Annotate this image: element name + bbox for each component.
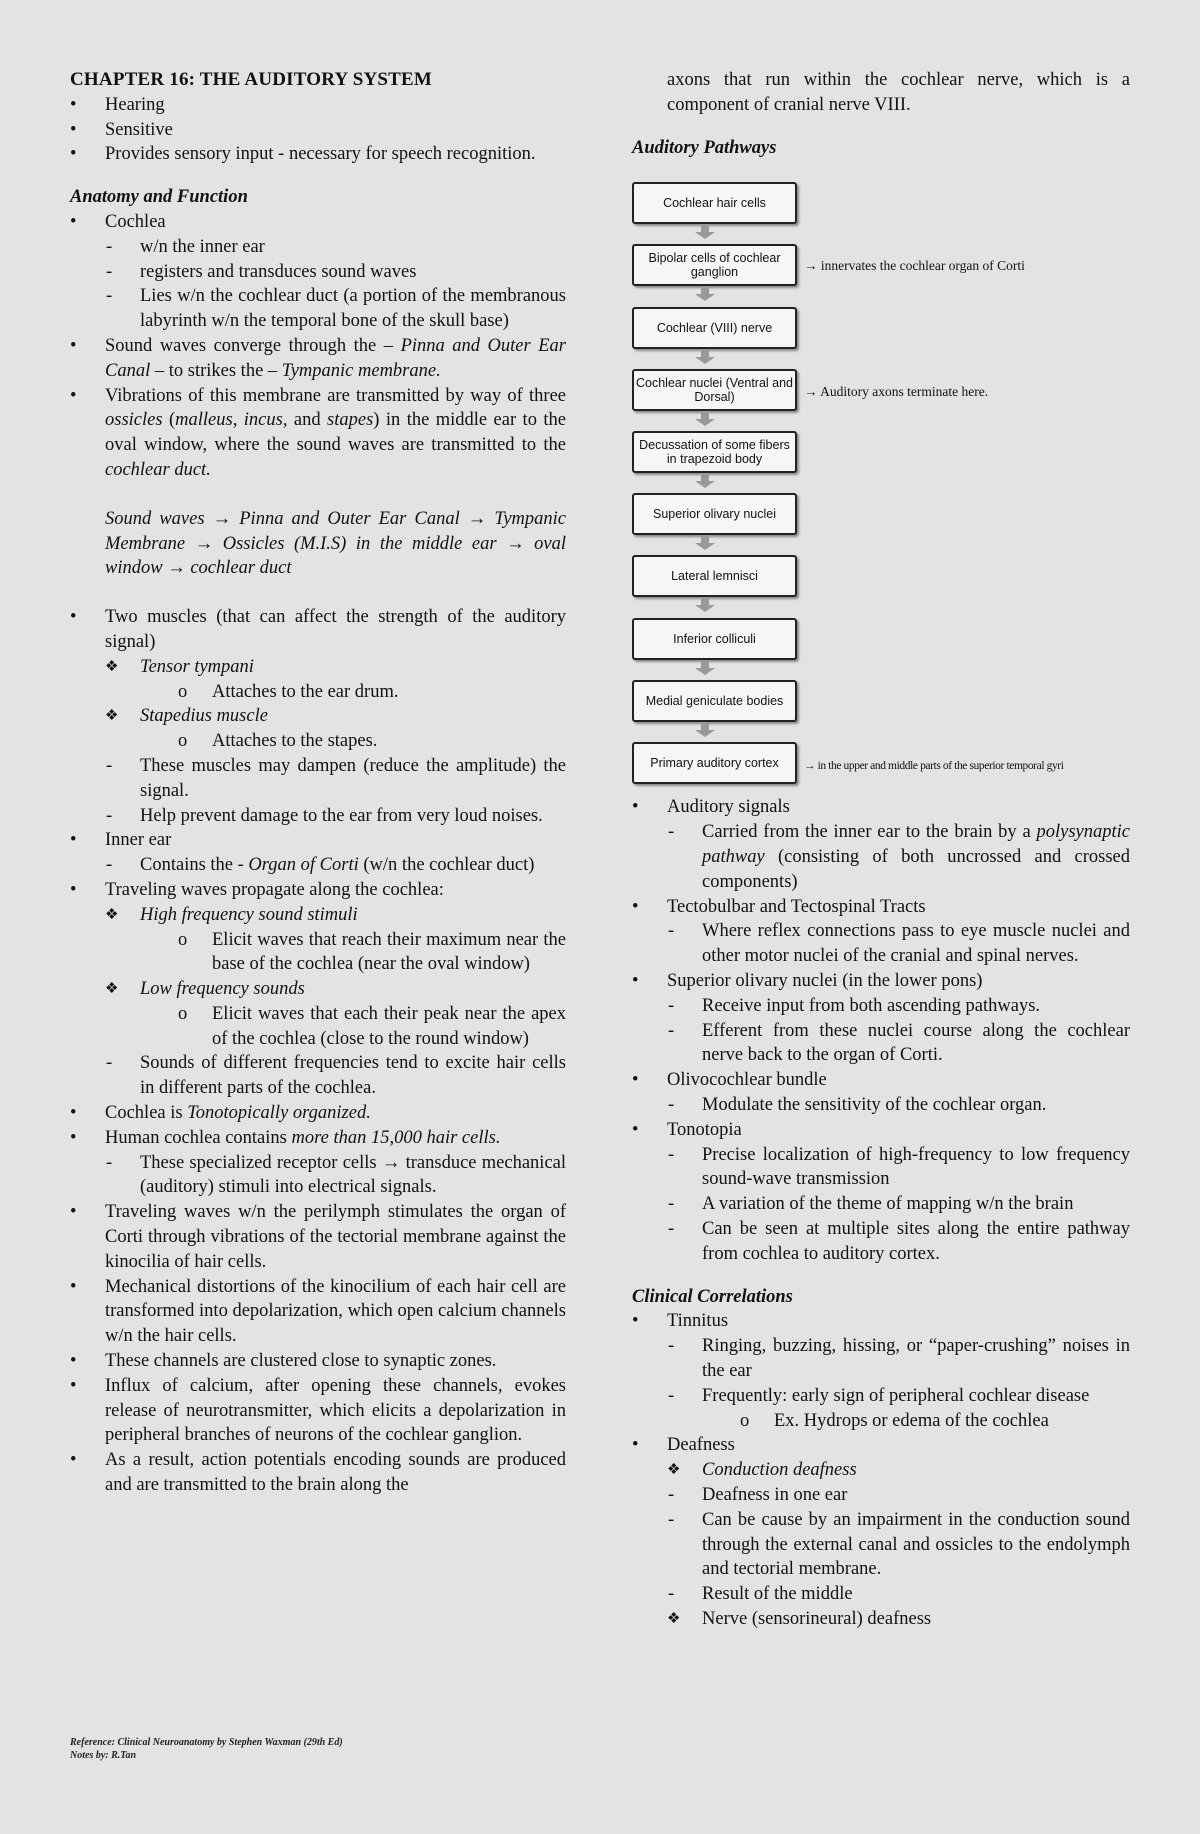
low-freq-item xyxy=(70,977,566,1002)
sound-text: – to strikes the – xyxy=(150,360,282,381)
olivary-sub: - Efferent from these nuclei course along the cochlear nerve back to the organ of Corti. xyxy=(632,1019,1130,1069)
tinnitus-sub: - Frequently: early sign of peripheral cochlear disease xyxy=(632,1384,1130,1409)
human-italic: more than 15,000 hair cells. xyxy=(291,1127,501,1148)
nerve-deafness-item: ❖ Nerve (sensorineural) deafness xyxy=(632,1607,1130,1632)
flow-box-auditory-cortex: Primary auditory cortex xyxy=(632,742,797,784)
perilymph-item: • Traveling waves w/n the perilymph stimulates the organ of Corti through vibrations of the tectorial membrane against the kinocilia of hair cells. xyxy=(70,1200,566,1274)
signals-sub xyxy=(632,820,1130,894)
deafness-item: • Deafness xyxy=(632,1433,1130,1458)
intro-item: • Sensitive xyxy=(70,118,566,143)
traveling-item: • Traveling waves propagate along the cochlea: xyxy=(70,878,566,903)
tonotopia-sub: - A variation of the theme of mapping w/n the brain xyxy=(632,1192,1130,1217)
intro-item: • Hearing xyxy=(70,93,566,118)
tecto-sub: - Where reflex connections pass to eye muscle nuclei and other motor nuclei of the cranial and spinal nerves. xyxy=(632,919,1130,969)
vib-italic: malleus, incus, xyxy=(175,410,288,431)
anatomy-list xyxy=(70,210,566,483)
mechanical-item: • Mechanical distortions of the kinocilium of each hair cell are transformed into depolarization, which open calcium channels w/n the hair cells. xyxy=(70,1275,566,1349)
sound-waves-item xyxy=(70,334,566,384)
low-freq-label: Low frequency sounds xyxy=(140,979,305,1000)
anatomy-heading: Anatomy and Function xyxy=(70,187,248,208)
sound-italic: Tympanic membrane. xyxy=(281,360,441,381)
sound-text: Sound waves converge through the – xyxy=(105,335,401,356)
vibrations-item xyxy=(70,384,566,483)
pathway-notes-list xyxy=(632,795,1130,1266)
vib-italic: cochlear duct. xyxy=(105,459,211,480)
right-column xyxy=(632,68,1130,1632)
clinical-heading: Clinical Correlations xyxy=(632,1286,793,1307)
footer xyxy=(70,1736,343,1762)
tinnitus-item: • Tinnitus xyxy=(632,1309,1130,1334)
auditory-pathway-diagram xyxy=(632,170,1130,795)
flow-box-cochlear-nerve: Cochlear (VIII) nerve xyxy=(632,307,797,349)
low-freq-sub: o Elicit waves that each their peak near the apex of the cochlea (close to the round window) xyxy=(70,1002,566,1052)
deafness-sub: - Can be cause by an impairment in the conduction sound through the external canal and ossicles to the endolymph and tectorial membrane. xyxy=(632,1508,1130,1582)
contains-text: Contains the - xyxy=(140,855,249,876)
note-terminate: → Auditory axons terminate here. xyxy=(804,384,989,400)
footer-notes: Notes by: R.Tan xyxy=(70,1750,137,1761)
left-column xyxy=(70,68,566,1498)
chapter-title: CHAPTER 16: THE AUDITORY SYSTEM xyxy=(70,69,433,90)
flow-box-lateral-lemnisci: Lateral lemnisci xyxy=(632,555,797,597)
vib-italic: ossicles xyxy=(105,410,163,431)
influx-item: • Influx of calcium, after opening these channels, evokes release of neurotransmitter, which elicits a depolarization in peripheral branches of neurons of the cochlear ganglion. xyxy=(70,1374,566,1448)
tonotopia-sub: - Precise localization of high-frequency to low frequency sound-wave transmission xyxy=(632,1143,1130,1193)
note-temporal-gyri: → in the upper and middle parts of the superior temporal gyri xyxy=(804,760,1064,773)
flow-box-cochlear-nuclei: Cochlear nuclei (Ventral and Dorsal) xyxy=(632,369,797,411)
tensor-item xyxy=(70,655,566,680)
hair-cells-item xyxy=(70,1126,566,1151)
cochlea-sub: - Lies w/n the cochlear duct (a portion of the membranous labyrinth w/n the temporal bone of the skull base) xyxy=(70,284,566,334)
olivocochlear-sub: - Modulate the sensitivity of the cochlear organ. xyxy=(632,1093,1130,1118)
vib-text: Vibrations of this membrane are transmitted by way of three xyxy=(105,385,566,406)
flow-box-hair-cells: Cochlear hair cells xyxy=(632,182,797,224)
flow-box-superior-olivary: Superior olivary nuclei xyxy=(632,493,797,535)
intro-list xyxy=(70,93,566,167)
tonotopic-item xyxy=(70,1101,566,1126)
vib-text: ( xyxy=(162,410,176,431)
cochlea-sub: - w/n the inner ear xyxy=(70,235,566,260)
muscles-sub: - These muscles may dampen (reduce the amplitude) the signal. xyxy=(70,754,566,804)
muscles-list xyxy=(70,605,566,1498)
conduction-label: Conduction deafness xyxy=(702,1460,857,1481)
signals-italic: polysynaptic pathway xyxy=(702,822,1130,867)
sound-italic: Pinna and Outer Ear Canal xyxy=(105,335,566,381)
tonotopia-sub: - Can be seen at multiple sites along the entire pathway from cochlea to auditory cortex. xyxy=(632,1217,1130,1267)
flow-box-decussation: Decussation of some fibers in trapezoid body xyxy=(632,431,797,473)
summary-text: Sound waves → Pinna and Outer Ear Canal → Tympanic Membrane → Ossicles (M.I.S) in the middle ear → oval window → cochlear duct xyxy=(105,508,566,579)
tinnitus-sub: - Ringing, buzzing, hissing, or “paper-crushing” noises in the ear xyxy=(632,1334,1130,1384)
cochlea-item: • Cochlea xyxy=(70,210,566,235)
tecto-item: • Tectobulbar and Tectospinal Tracts xyxy=(632,895,1130,920)
muscles-item: • Two muscles (that can affect the strength of the auditory signal) xyxy=(70,605,566,655)
signals-text: (consisting of both uncrossed and crossed components) xyxy=(702,846,1130,892)
intro-item: • Provides sensory input - necessary for speech recognition. xyxy=(70,142,566,167)
result-item: • As a result, action potentials encoding sounds are produced and are transmitted to the brain along the xyxy=(70,1448,566,1498)
pathways-heading: Auditory Pathways xyxy=(632,137,777,158)
high-freq-item xyxy=(70,903,566,928)
inner-ear-item: • Inner ear xyxy=(70,828,566,853)
tono-text: Cochlea is xyxy=(105,1103,188,1124)
inner-ear-sub xyxy=(70,853,566,878)
conduction-item xyxy=(632,1458,1130,1483)
diff-freq-sub: - Sounds of different frequencies tend to excite hair cells in different parts of the cochlea. xyxy=(70,1051,566,1101)
continued-text: axons that run within the cochlear nerve, which is a component of cranial nerve VIII. xyxy=(667,70,1130,115)
olivocochlear-item: • Olivocochlear bundle xyxy=(632,1068,1130,1093)
muscles-sub: - Help prevent damage to the ear from very loud noises. xyxy=(70,804,566,829)
tensor-label: Tensor tympani xyxy=(140,656,254,677)
footer-reference: Reference: Clinical Neuroanatomy by Stephen Waxman (29th Ed) xyxy=(70,1737,343,1748)
clinical-list xyxy=(632,1309,1130,1631)
note-innervates: → innervates the cochlear organ of Corti xyxy=(804,258,1025,274)
stapedius-sub: o Attaches to the stapes. xyxy=(70,729,566,754)
cochlea-sub: - registers and transduces sound waves xyxy=(70,260,566,285)
tono-italic: Tonotopically organized. xyxy=(187,1103,371,1124)
tensor-sub: o Attaches to the ear drum. xyxy=(70,680,566,705)
contains-italic: Organ of Corti xyxy=(248,855,359,876)
deafness-sub: - Result of the middle xyxy=(632,1582,1130,1607)
deafness-sub: - Deafness in one ear xyxy=(632,1483,1130,1508)
human-text: Human cochlea contains xyxy=(105,1127,292,1148)
flow-box-bipolar-cells: Bipolar cells of cochlear ganglion xyxy=(632,244,797,286)
hair-cells-sub: - These specialized receptor cells → transduce mechanical (auditory) stimuli into electrical signals. xyxy=(70,1151,566,1201)
vib-text: ) in the middle ear to the oval window, where the sound waves are transmitted to the xyxy=(105,410,566,456)
high-freq-label: High frequency sound stimuli xyxy=(140,904,358,925)
flow-box-inferior-colliculi: Inferior colliculi xyxy=(632,618,797,660)
vib-italic: stapes xyxy=(327,410,374,431)
flow-box-medial-geniculate: Medial geniculate bodies xyxy=(632,680,797,722)
tonotopia-item: • Tonotopia xyxy=(632,1118,1130,1143)
signals-text: Carried from the inner ear to the brain by a xyxy=(702,822,1037,843)
olivary-sub: - Receive input from both ascending pathways. xyxy=(632,994,1130,1019)
tinnitus-example: o Ex. Hydrops or edema of the cochlea xyxy=(632,1409,1130,1434)
high-freq-sub: o Elicit waves that reach their maximum near the base of the cochlea (near the oval window) xyxy=(70,928,566,978)
vib-text: and xyxy=(287,410,328,431)
stapedius-label: Stapedius muscle xyxy=(140,706,268,727)
signals-item: • Auditory signals xyxy=(632,795,1130,820)
channels-item: • These channels are clustered close to synaptic zones. xyxy=(70,1349,566,1374)
contains-text: (w/n the cochlear duct) xyxy=(358,855,535,876)
stapedius-item xyxy=(70,704,566,729)
summary-line xyxy=(70,507,566,581)
olivary-item: • Superior olivary nuclei (in the lower pons) xyxy=(632,969,1130,994)
